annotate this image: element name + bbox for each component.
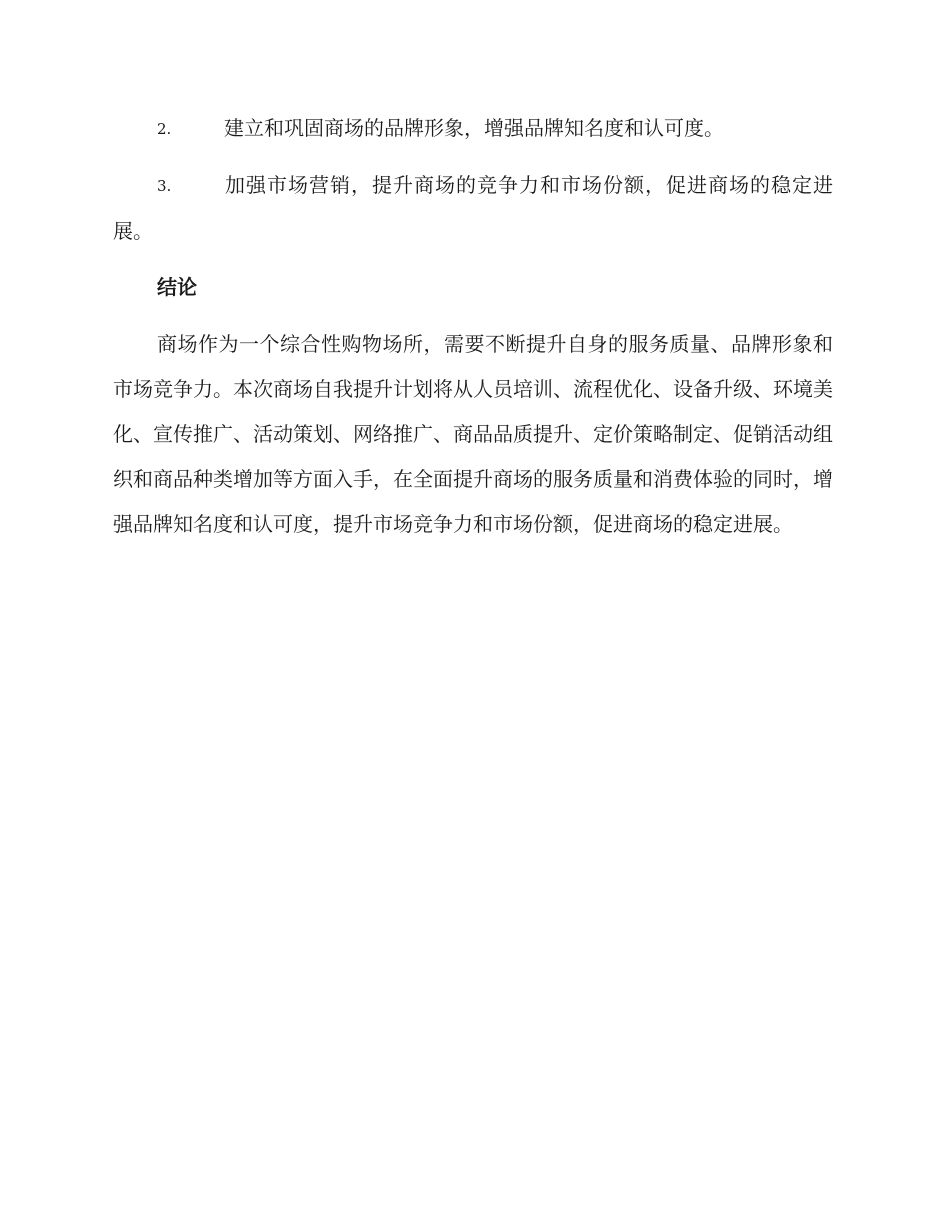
list-number: 3. <box>157 177 172 195</box>
list-number: 2. <box>157 120 172 138</box>
conclusion-paragraph: 商场作为一个综合性购物场所，需要不断提升自身的服务质量、品牌形象和市场竞争力。本次商场自我提升计划将从人员培训、流程优化、设备升级、环境美化、宣传推广、活动策划、网络推广、商品品质提升、定价策略制定、促销活动组织和商品种类增加等方面入手，在全面提升商场的服务质量和消费体验的同时，增强品牌知名度和认可度，提升市场竞争力和市场份额，促进商场的稳定进展。 <box>113 332 833 536</box>
list-text: 加强市场营销，提升商场的竞争力和市场份额，促进商场的稳定进展。 <box>113 173 833 243</box>
list-text: 建立和巩固商场的品牌形象，增强品牌知名度和认可度。 <box>224 116 724 140</box>
conclusion-heading: 结论 <box>157 275 197 299</box>
list-item <box>113 163 833 254</box>
document-page <box>113 106 833 547</box>
list-item <box>113 106 833 152</box>
